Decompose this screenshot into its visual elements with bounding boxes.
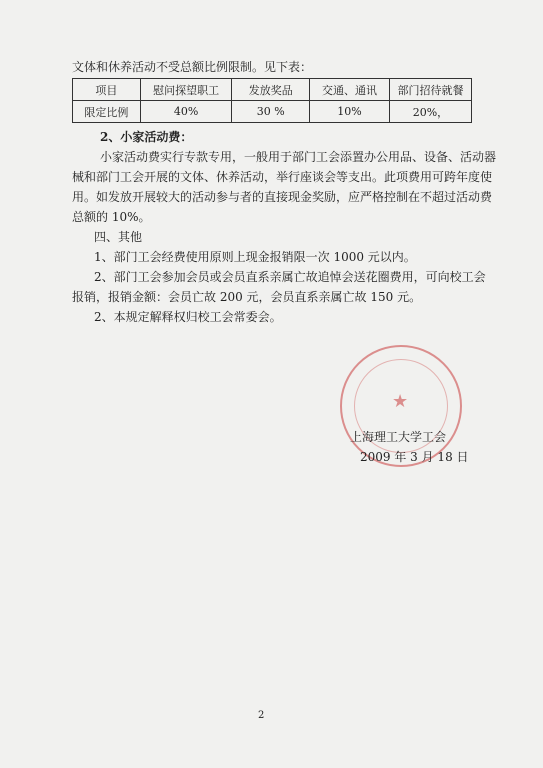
expense-ratio-table xyxy=(72,78,472,123)
table-header-cell: 交通、通讯 xyxy=(310,79,390,101)
list-item: 1、部门工会经费使用原则上现金报销限一次 1000 元以内。 xyxy=(94,250,416,264)
table-header-cell: 发放奖品 xyxy=(232,79,310,101)
list-item-continuation: 报销，报销金额：会员亡故 200 元，会员直系亲属亡故 150 元。 xyxy=(72,290,422,304)
list-item: 2、本规定解释权归校工会常委会。 xyxy=(94,310,282,324)
page-number: 2 xyxy=(258,710,265,721)
table-header-cell: 项目 xyxy=(73,79,141,101)
table-cell: 限定比例 xyxy=(73,101,141,123)
signature-date: 2009 年 3 月 18 日 xyxy=(360,450,469,464)
table-cell: 40% xyxy=(140,101,232,123)
paragraph-line: 械和部门工会开展的文体、休养活动，举行座谈会等支出。此项费用可跨年度使 xyxy=(72,170,493,184)
official-seal xyxy=(340,345,462,467)
table-cell: 10% xyxy=(310,101,390,123)
table-cell: 30 % xyxy=(232,101,310,123)
table-header-cell: 慰问探望职工 xyxy=(140,79,232,101)
seal-star-icon: ★ xyxy=(392,391,409,412)
section-4-heading: 四、其他 xyxy=(94,230,143,244)
table-header-row xyxy=(73,79,472,101)
table-cell: 20%， xyxy=(389,101,471,123)
paragraph-line: 用。如发放开展较大的活动参与者的直接现金奖励，应严格控制在不超过活动费 xyxy=(72,190,493,204)
signature-org: 上海理工大学工会 xyxy=(350,430,447,444)
paragraph-line: 小家活动费实行专款专用，一般用于部门工会添置办公用品、设备、活动器 xyxy=(100,150,497,164)
table-row xyxy=(73,101,472,123)
paragraph-line: 总额的 10%。 xyxy=(72,210,151,224)
table-header-cell: 部门招待就餐 xyxy=(389,79,471,101)
intro-line: 文体和休养活动不受总额比例限制。见下表： xyxy=(72,60,313,74)
section-2-heading: 2、小家活动费： xyxy=(100,130,193,144)
list-item: 2、部门工会参加会员或会员直系亲属亡故追悼会送花圈费用，可向校工会 xyxy=(94,270,486,284)
